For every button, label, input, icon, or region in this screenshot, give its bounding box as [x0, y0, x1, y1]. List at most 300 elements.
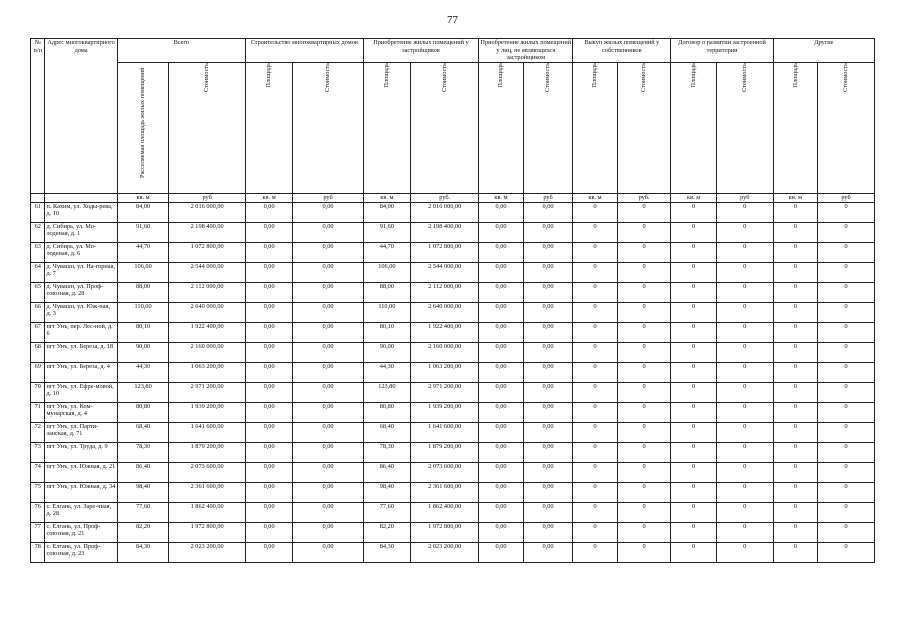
row-number-cell: 71: [31, 402, 45, 422]
cost-cell: 0,00: [523, 402, 573, 422]
table-row: [31, 462, 875, 482]
cost-cell: 1 972 800,00: [411, 522, 479, 542]
header-no: № п/п: [31, 39, 45, 194]
header-area: Площадь: [363, 62, 411, 193]
address-cell: пгт Унъ, пер. Лес-ной, д. 6: [45, 322, 117, 342]
table-header: [31, 39, 875, 203]
cost-cell: 0,00: [293, 322, 363, 342]
header-area: Площадь: [479, 62, 523, 193]
unit-cell: кв. м: [117, 193, 169, 202]
cost-cell: 0: [818, 262, 875, 282]
cost-cell: 0,00: [523, 442, 573, 462]
cost-cell: 2 544 000,00: [169, 262, 245, 282]
cost-cell: 0,00: [293, 302, 363, 322]
cost-cell: 0,00: [523, 302, 573, 322]
cost-cell: 0,00: [293, 282, 363, 302]
resettlement-table: [30, 38, 875, 563]
cost-cell: 1 072 800,00: [411, 242, 479, 262]
area-cell: 0: [773, 482, 817, 502]
table-row: [31, 242, 875, 262]
cost-cell: 0: [818, 342, 875, 362]
area-cell: 0: [773, 282, 817, 302]
address-cell: пгт Унъ, ул. Южная, д. 34: [45, 482, 117, 502]
address-cell: пгт Унъ, ул. Береза, д. 18: [45, 342, 117, 362]
cost-cell: 0: [716, 382, 773, 402]
table-row: [31, 382, 875, 402]
area-cell: 0,00: [245, 542, 293, 562]
cost-cell: 0: [617, 542, 671, 562]
area-cell: 0,00: [479, 362, 523, 382]
unit-cell: кв. м: [363, 193, 411, 202]
area-cell: 84,00: [363, 202, 411, 222]
area-cell: 88,00: [363, 282, 411, 302]
area-cell: 90,00: [117, 342, 169, 362]
cost-cell: 2 361 600,00: [169, 482, 245, 502]
cost-cell: 0,00: [523, 362, 573, 382]
table-row: [31, 522, 875, 542]
cost-cell: 0: [818, 462, 875, 482]
unit-cell: руб: [818, 193, 875, 202]
row-number-cell: 67: [31, 322, 45, 342]
cost-cell: 1 862 400,00: [411, 502, 479, 522]
cost-cell: 0: [716, 362, 773, 382]
cost-cell: 0,00: [523, 262, 573, 282]
cost-cell: 0: [617, 222, 671, 242]
area-cell: 0,00: [245, 262, 293, 282]
row-number-cell: 78: [31, 542, 45, 562]
units-cell-empty: [31, 193, 45, 202]
cost-cell: 2 016 000,00: [411, 202, 479, 222]
unit-cell: руб.: [411, 193, 479, 202]
area-cell: 0: [773, 402, 817, 422]
table-row: [31, 362, 875, 382]
cost-cell: 1 879 200,00: [411, 442, 479, 462]
area-cell: 0: [671, 502, 716, 522]
area-cell: 0,00: [479, 402, 523, 422]
cost-cell: 0,00: [293, 342, 363, 362]
cost-cell: 1 641 600,00: [169, 422, 245, 442]
cost-cell: 0: [818, 242, 875, 262]
area-cell: 80,80: [117, 402, 169, 422]
area-cell: 98,40: [363, 482, 411, 502]
area-cell: 0,00: [245, 202, 293, 222]
cost-cell: 0,00: [523, 202, 573, 222]
cost-cell: 0: [617, 382, 671, 402]
area-cell: 86,40: [363, 462, 411, 482]
header-cost: Стоимость: [293, 62, 363, 193]
header-cost: Стоимость: [523, 62, 573, 193]
cost-cell: 0: [716, 542, 773, 562]
area-cell: 0: [773, 502, 817, 522]
cost-cell: 0: [818, 422, 875, 442]
unit-cell: кв. м: [245, 193, 293, 202]
area-cell: 0: [671, 202, 716, 222]
cost-cell: 1 072 800,00: [169, 242, 245, 262]
cost-cell: 2 971 200,00: [411, 382, 479, 402]
table-row: [31, 542, 875, 562]
row-number-cell: 65: [31, 282, 45, 302]
cost-cell: 0,00: [523, 482, 573, 502]
row-number-cell: 63: [31, 242, 45, 262]
cost-cell: 0: [617, 462, 671, 482]
cost-cell: 0: [818, 442, 875, 462]
cost-cell: 0: [716, 502, 773, 522]
cost-cell: 0: [716, 202, 773, 222]
cost-cell: 2 640 000,00: [169, 302, 245, 322]
area-cell: 0: [573, 402, 617, 422]
area-cell: 86,40: [117, 462, 169, 482]
unit-cell: кв. м: [573, 193, 617, 202]
cost-cell: 0,00: [523, 462, 573, 482]
cost-cell: 0: [617, 402, 671, 422]
table-row: [31, 262, 875, 282]
area-cell: 0: [573, 342, 617, 362]
area-cell: 0: [573, 462, 617, 482]
unit-cell: кв. м: [479, 193, 523, 202]
area-cell: 0,00: [245, 422, 293, 442]
cost-cell: 2 023 200,00: [169, 542, 245, 562]
cost-cell: 0,00: [293, 442, 363, 462]
area-cell: 0,00: [245, 502, 293, 522]
row-number-cell: 62: [31, 222, 45, 242]
cost-cell: 0: [716, 402, 773, 422]
cost-cell: 2 112 000,00: [411, 282, 479, 302]
area-cell: 78,30: [363, 442, 411, 462]
area-cell: 0,00: [245, 482, 293, 502]
area-cell: 98,40: [117, 482, 169, 502]
area-cell: 0,00: [479, 382, 523, 402]
header-cost: Стоимость: [818, 62, 875, 193]
cost-cell: 0: [716, 342, 773, 362]
cost-cell: 0: [617, 422, 671, 442]
cost-cell: 2 073 600,00: [169, 462, 245, 482]
header-cost: Стоимость: [617, 62, 671, 193]
address-cell: пгт Унъ, ул. Южная, д. 21: [45, 462, 117, 482]
area-cell: 106,00: [117, 262, 169, 282]
area-cell: 0: [573, 322, 617, 342]
table-row: [31, 422, 875, 442]
area-cell: 0,00: [245, 522, 293, 542]
cost-cell: 0: [716, 462, 773, 482]
area-cell: 0: [573, 522, 617, 542]
area-cell: 0: [671, 402, 716, 422]
area-cell: 0: [573, 502, 617, 522]
address-cell: пгт Унъ, ул. Береза, д. 4: [45, 362, 117, 382]
cost-cell: 0: [818, 322, 875, 342]
cost-cell: 0: [716, 322, 773, 342]
cost-cell: 0: [617, 322, 671, 342]
cost-cell: 0: [617, 362, 671, 382]
cost-cell: 0: [716, 282, 773, 302]
cost-cell: 0,00: [293, 482, 363, 502]
cost-cell: 1 972 800,00: [169, 522, 245, 542]
area-cell: 0,00: [245, 462, 293, 482]
area-cell: 44,30: [363, 362, 411, 382]
cost-cell: 0,00: [523, 522, 573, 542]
area-cell: 84,00: [117, 202, 169, 222]
area-cell: 0,00: [245, 442, 293, 462]
units-row: [31, 193, 875, 202]
cost-cell: 0,00: [293, 382, 363, 402]
row-number-cell: 76: [31, 502, 45, 522]
area-cell: 0: [773, 302, 817, 322]
cost-cell: 0: [716, 242, 773, 262]
header-area: Площадь: [573, 62, 617, 193]
area-cell: 0,00: [479, 202, 523, 222]
cost-cell: 0: [617, 482, 671, 502]
cost-cell: 0,00: [523, 322, 573, 342]
cost-cell: 0,00: [293, 522, 363, 542]
address-cell: д. Чувашн, ул. Юж-ная, д. 3: [45, 302, 117, 322]
area-cell: 44,70: [363, 242, 411, 262]
area-cell: 0: [671, 362, 716, 382]
area-cell: 68,40: [117, 422, 169, 442]
unit-cell: кв. м: [671, 193, 716, 202]
table-row: [31, 502, 875, 522]
cost-cell: 2 544 000,00: [411, 262, 479, 282]
units-cell-empty: [45, 193, 117, 202]
area-cell: 0: [573, 482, 617, 502]
area-cell: 0,00: [479, 342, 523, 362]
area-cell: 91,60: [117, 222, 169, 242]
cost-cell: 0: [617, 502, 671, 522]
cost-cell: 2 112 000,00: [169, 282, 245, 302]
area-cell: 0,00: [245, 302, 293, 322]
area-cell: 0: [773, 522, 817, 542]
area-cell: 0,00: [245, 282, 293, 302]
header-group-developers: Приобретение жилых помещений у застройщиков: [363, 39, 479, 63]
area-cell: 0: [671, 342, 716, 362]
table-row: [31, 482, 875, 502]
address-cell: с. Елгань, ул. Проф-союзная, д. 23: [45, 542, 117, 562]
area-cell: 0,00: [245, 402, 293, 422]
area-cell: 0: [773, 342, 817, 362]
cost-cell: 0,00: [293, 542, 363, 562]
area-cell: 0,00: [479, 522, 523, 542]
area-cell: 0: [573, 362, 617, 382]
area-cell: 0: [573, 202, 617, 222]
area-cell: 0,00: [479, 242, 523, 262]
address-cell: д. Сибирь, ул. Мо-лоденая, д. 6: [45, 242, 117, 262]
area-cell: 0: [671, 522, 716, 542]
cost-cell: 0,00: [293, 402, 363, 422]
cost-cell: 0: [716, 422, 773, 442]
area-cell: 84,30: [117, 542, 169, 562]
area-cell: 82,20: [117, 522, 169, 542]
area-cell: 0: [671, 542, 716, 562]
cost-cell: 0,00: [293, 242, 363, 262]
area-cell: 106,00: [363, 262, 411, 282]
table-row: [31, 222, 875, 242]
cost-cell: 1 063 200,00: [169, 362, 245, 382]
header-area: Площадь: [773, 62, 817, 193]
table-row: [31, 442, 875, 462]
area-cell: 0: [671, 382, 716, 402]
area-cell: 0: [573, 382, 617, 402]
area-cell: 88,00: [117, 282, 169, 302]
cost-cell: 0: [617, 202, 671, 222]
row-number-cell: 70: [31, 382, 45, 402]
area-cell: 0,00: [479, 442, 523, 462]
cost-cell: 2 016 000,00: [169, 202, 245, 222]
cost-cell: 0: [716, 482, 773, 502]
cost-cell: 0,00: [523, 282, 573, 302]
address-cell: с. Елгань, ул. Проф-союзная, д. 21: [45, 522, 117, 542]
unit-cell: руб: [716, 193, 773, 202]
area-cell: 110,00: [363, 302, 411, 322]
cost-cell: 2 160 000,00: [411, 342, 479, 362]
cost-cell: 1 641 600,00: [411, 422, 479, 442]
area-cell: 0: [773, 382, 817, 402]
area-cell: 0: [773, 242, 817, 262]
cost-cell: 0: [617, 342, 671, 362]
area-cell: 78,30: [117, 442, 169, 462]
cost-cell: 0: [617, 262, 671, 282]
cost-cell: 0: [818, 502, 875, 522]
cost-cell: 2 971 200,00: [169, 382, 245, 402]
area-cell: 0,00: [479, 482, 523, 502]
cost-cell: 0: [716, 302, 773, 322]
cost-cell: 2 160 000,00: [169, 342, 245, 362]
area-cell: 0: [773, 322, 817, 342]
cost-cell: 0: [617, 302, 671, 322]
area-cell: 0: [573, 222, 617, 242]
cost-cell: 0: [716, 442, 773, 462]
unit-cell: руб: [169, 193, 245, 202]
area-cell: 82,20: [363, 522, 411, 542]
cost-cell: 0: [818, 302, 875, 322]
address-cell: п. Кахим, ул. Ходы-рева, д. 10: [45, 202, 117, 222]
cost-cell: 1 939 200,00: [169, 402, 245, 422]
area-cell: 84,30: [363, 542, 411, 562]
cost-cell: 0: [818, 362, 875, 382]
row-number-cell: 61: [31, 202, 45, 222]
address-cell: пгт Унъ, ул. Парти-занская, д. 71: [45, 422, 117, 442]
area-cell: 0: [773, 362, 817, 382]
area-cell: 0: [671, 282, 716, 302]
cost-cell: 0: [818, 222, 875, 242]
area-cell: 77,60: [117, 502, 169, 522]
cost-cell: 2 073 600,00: [411, 462, 479, 482]
row-number-cell: 72: [31, 422, 45, 442]
table-row: [31, 402, 875, 422]
area-cell: 44,70: [117, 242, 169, 262]
header-area: Площадь: [671, 62, 716, 193]
address-cell: пгт Унъ, ул. Труда, д. 9: [45, 442, 117, 462]
cost-cell: 2 640 000,00: [411, 302, 479, 322]
row-number-cell: 74: [31, 462, 45, 482]
header-cost: Стоимость: [411, 62, 479, 193]
cost-cell: 1 922 400,00: [169, 322, 245, 342]
header-total-area: Расселяемая площадь жилых помещений: [117, 62, 169, 193]
row-number-cell: 77: [31, 522, 45, 542]
area-cell: 77,60: [363, 502, 411, 522]
cost-cell: 0,00: [523, 382, 573, 402]
area-cell: 0: [671, 422, 716, 442]
address-cell: пгт Унъ, ул. Ефре-мовой, д. 10: [45, 382, 117, 402]
cost-cell: 0,00: [523, 542, 573, 562]
row-number-cell: 69: [31, 362, 45, 382]
row-number-cell: 64: [31, 262, 45, 282]
header-cost: Стоимость: [716, 62, 773, 193]
cost-cell: 0: [818, 382, 875, 402]
cost-cell: 0,00: [523, 502, 573, 522]
cost-cell: 0: [818, 402, 875, 422]
table-row: [31, 342, 875, 362]
area-cell: 90,00: [363, 342, 411, 362]
area-cell: 0,00: [479, 502, 523, 522]
cost-cell: 2 198 400,00: [169, 222, 245, 242]
cost-cell: 1 063 200,00: [411, 362, 479, 382]
address-cell: пгт Унъ, ул. Ком-мунарская, д. 4: [45, 402, 117, 422]
table-row: [31, 202, 875, 222]
table-row: [31, 282, 875, 302]
cost-cell: 0: [617, 242, 671, 262]
row-number-cell: 73: [31, 442, 45, 462]
cost-cell: 0,00: [293, 462, 363, 482]
area-cell: 0: [573, 442, 617, 462]
cost-cell: 0: [617, 522, 671, 542]
area-cell: 0,00: [245, 382, 293, 402]
cost-cell: 0,00: [523, 222, 573, 242]
cost-cell: 0,00: [293, 362, 363, 382]
cost-cell: 2 023 200,00: [411, 542, 479, 562]
row-number-cell: 66: [31, 302, 45, 322]
table-row: [31, 322, 875, 342]
area-cell: 0: [671, 222, 716, 242]
area-cell: 0,00: [479, 262, 523, 282]
header-group-total: Всего: [117, 39, 245, 63]
address-cell: д. Чувашн, ул. Проф-союзная, д. 28: [45, 282, 117, 302]
area-cell: 0: [573, 242, 617, 262]
area-cell: 0: [773, 202, 817, 222]
area-cell: 0,00: [479, 322, 523, 342]
cost-cell: 0: [818, 202, 875, 222]
header-group-buyout: Выкуп жилых помещений у собственников: [573, 39, 671, 63]
area-cell: 44,30: [117, 362, 169, 382]
header-cost: Стоимость: [169, 62, 245, 193]
area-cell: 0: [671, 262, 716, 282]
page-number: 77: [447, 14, 458, 26]
header-area: Площадь: [245, 62, 293, 193]
area-cell: 0: [773, 422, 817, 442]
header-address: Адрес многоквартирного дома: [45, 39, 117, 194]
row-number-cell: 75: [31, 482, 45, 502]
cost-cell: 0: [818, 522, 875, 542]
area-cell: 0,00: [245, 222, 293, 242]
area-cell: 80,10: [363, 322, 411, 342]
area-cell: 0,00: [479, 282, 523, 302]
address-cell: д. Сибирь, ул. Мо-лоденая, д. 1: [45, 222, 117, 242]
area-cell: 0: [573, 262, 617, 282]
area-cell: 0: [573, 542, 617, 562]
header-group-construction: Строительство многоквартирных домов: [245, 39, 363, 63]
area-cell: 0: [573, 302, 617, 322]
area-cell: 0,00: [479, 302, 523, 322]
table-row: [31, 302, 875, 322]
area-cell: 0,00: [479, 422, 523, 442]
area-cell: 110,00: [117, 302, 169, 322]
cost-cell: 0: [716, 222, 773, 242]
cost-cell: 0,00: [523, 242, 573, 262]
cost-cell: 1 879 200,00: [169, 442, 245, 462]
area-cell: 0: [773, 442, 817, 462]
area-cell: 0,00: [245, 242, 293, 262]
cost-cell: 0,00: [293, 222, 363, 242]
area-cell: 0,00: [245, 342, 293, 362]
cost-cell: 2 198 400,00: [411, 222, 479, 242]
area-cell: 80,80: [363, 402, 411, 422]
